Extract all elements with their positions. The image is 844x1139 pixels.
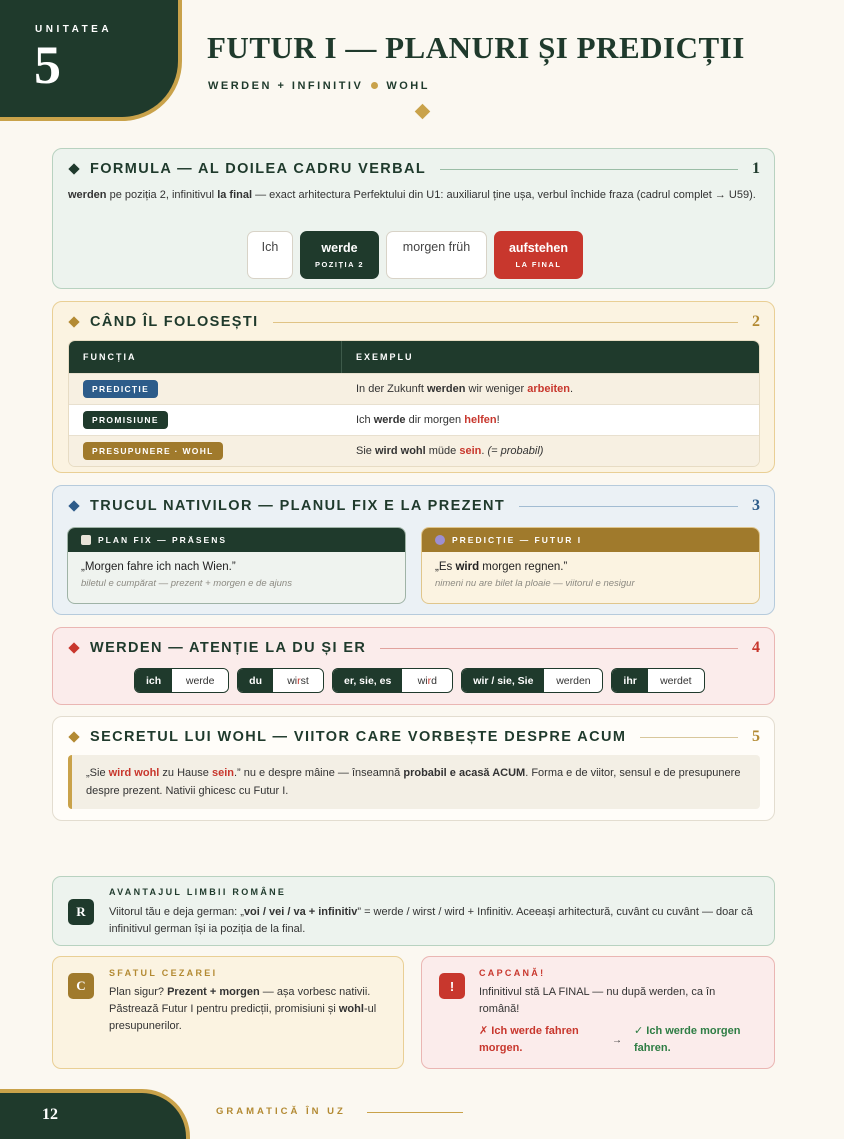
box-title: CAPCANĂ! bbox=[479, 968, 546, 978]
wrong-example: ✗ Ich werde fahren morgen. bbox=[479, 1025, 579, 1054]
box-romanian-advantage bbox=[52, 876, 775, 946]
section-header bbox=[67, 496, 760, 516]
divider bbox=[380, 648, 738, 649]
card-note: nimeni nu are bilet la ploaie — viitorul e nesigur bbox=[435, 578, 635, 589]
table-row bbox=[69, 373, 759, 404]
unit-badge bbox=[0, 0, 182, 121]
section-formula bbox=[52, 148, 775, 289]
card-header bbox=[68, 528, 405, 552]
box-cezarea-tip bbox=[52, 956, 404, 1069]
col-header-example: EXEMPLU bbox=[356, 352, 414, 362]
subtitle-left: WERDEN + INFINITIV bbox=[208, 80, 364, 92]
card-title: PLAN FIX — PRÄSENS bbox=[98, 535, 228, 545]
example-text: In der Zukunft werden wir weniger arbeiten. bbox=[356, 383, 574, 395]
card-prediction bbox=[421, 527, 760, 604]
unit-number: 5 bbox=[34, 35, 61, 95]
calendar-icon bbox=[81, 535, 91, 545]
section-number: 3 bbox=[752, 497, 760, 514]
tile-adverb bbox=[386, 231, 487, 279]
conjugation-du: du wi r st bbox=[237, 668, 324, 693]
diamond-icon bbox=[68, 500, 79, 511]
diamond-icon bbox=[68, 731, 79, 742]
tag-prediction: PREDICȚIE bbox=[83, 380, 158, 398]
formula-description bbox=[68, 187, 760, 204]
card-quote: „Morgen fahre ich nach Wien.” bbox=[81, 561, 236, 573]
formula-tiles bbox=[247, 231, 583, 279]
tile-infinitive bbox=[494, 231, 583, 279]
tag-assumption: PRESUPUNERE · WOHL bbox=[83, 442, 223, 460]
card-header bbox=[422, 528, 759, 552]
arrow-icon: → bbox=[612, 1035, 622, 1046]
tile-word: werde bbox=[321, 241, 358, 255]
footer-label: GRAMATICĂ ÎN UZ bbox=[216, 1106, 346, 1117]
diamond-icon bbox=[68, 316, 79, 327]
box-text: Viitorul tău e deja german: „voi / vei / va + infinitiv” = werde / wirst / wird + Infinitiv. Aceeași arhitectură, cuvânt cu cuvânt — doar că infinitivul german își ia poziția de la final. bbox=[109, 906, 753, 935]
section-trick bbox=[52, 485, 775, 615]
tile-auxiliary bbox=[300, 231, 379, 279]
box-text: Plan sigur? Prezent + morgen — așa vorbesc nativii. Păstrează Futur I pentru predicții, promisiuni și wohl-ul presupunerilor. bbox=[109, 986, 377, 1032]
divider bbox=[440, 169, 738, 170]
tile-word: Ich bbox=[261, 240, 279, 254]
correct-example: ✓ Ich werde morgen fahren. bbox=[634, 1025, 741, 1054]
section-title: CÂND ÎL FOLOSEȘTI bbox=[90, 314, 259, 330]
section-title: SECRETUL LUI WOHL — VIITOR CARE VORBEȘTE DESPRE ACUM bbox=[90, 729, 627, 745]
table-header bbox=[69, 341, 759, 373]
box-title: AVANTAJUL LIMBII ROMÂNE bbox=[109, 887, 287, 897]
box-text: Infinitivul stă LA FINAL — nu după werden, ca în română! bbox=[479, 986, 716, 1015]
warning-icon: ! bbox=[439, 973, 465, 999]
table-row bbox=[69, 404, 759, 435]
page-subtitle bbox=[208, 80, 430, 92]
usage-table bbox=[68, 340, 760, 467]
card-fixed-plan bbox=[67, 527, 406, 604]
section-header bbox=[67, 159, 760, 179]
badge-r: R bbox=[68, 899, 94, 925]
section-number: 4 bbox=[752, 639, 760, 656]
text: pe poziția 2, infinitivul bbox=[106, 189, 218, 201]
section-header bbox=[67, 312, 760, 332]
tag-promise: PROMISIUNE bbox=[83, 411, 168, 429]
table-row bbox=[69, 435, 759, 466]
section-werden bbox=[52, 627, 775, 705]
section-number: 5 bbox=[752, 728, 760, 745]
section-header bbox=[67, 638, 760, 658]
divider bbox=[273, 322, 738, 323]
wohl-quote: „Sie wird wohl zu Hause sein.” nu e despre mâine — înseamnă probabil e acasă ACUM. Forma e de viitor, sensul e de presupunere despre prezent. Nativii ghicesc cu Futur I. bbox=[68, 755, 760, 809]
diamond-ornament-icon bbox=[415, 104, 431, 120]
tile-word: morgen früh bbox=[402, 240, 471, 254]
section-title: FORMULA — AL DOILEA CADRU VERBAL bbox=[90, 161, 427, 177]
conjugation-er: er, sie, es wi r d bbox=[332, 668, 453, 693]
crystal-ball-icon bbox=[435, 535, 445, 545]
page-title: FUTUR I — PLANURI ȘI PREDICȚII bbox=[207, 30, 745, 65]
dot-separator bbox=[371, 82, 378, 89]
page-number: 12 bbox=[42, 1106, 58, 1123]
section-header bbox=[67, 727, 760, 747]
box-trap bbox=[421, 956, 775, 1069]
example-text: Ich werde dir morgen helfen! bbox=[356, 414, 500, 426]
card-title: PREDICȚIE — FUTUR I bbox=[452, 535, 583, 545]
section-number: 2 bbox=[752, 313, 760, 330]
divider bbox=[519, 506, 738, 507]
section-number: 1 bbox=[752, 160, 760, 177]
section-usage bbox=[52, 301, 775, 473]
tile-tag: LA FINAL bbox=[515, 260, 562, 269]
card-note: biletul e cumpărat — prezent + morgen e de ajuns bbox=[81, 578, 292, 589]
unit-label: UNITATEA bbox=[35, 24, 113, 35]
section-title: WERDEN — ATENȚIE LA DU ȘI ER bbox=[90, 640, 367, 656]
bold-text: la final bbox=[217, 189, 253, 201]
tile-word: aufstehen bbox=[508, 241, 569, 255]
footer-divider bbox=[367, 1112, 463, 1113]
col-header-function: FUNCȚIA bbox=[69, 341, 342, 373]
diamond-icon bbox=[68, 163, 79, 174]
conjugation-ich: ich werde bbox=[134, 668, 229, 693]
section-title: TRUCUL NATIVILOR — PLANUL FIX E LA PREZENT bbox=[90, 498, 506, 514]
divider bbox=[640, 737, 738, 738]
box-title: SFATUL CEZAREI bbox=[109, 968, 218, 978]
bold-text: werden bbox=[68, 189, 107, 201]
conjugation-ihr: ihr werdet bbox=[611, 668, 704, 693]
conjugation-wir: wir / sie, Sie werden bbox=[461, 668, 603, 693]
section-wohl bbox=[52, 716, 775, 821]
conjugation-chips bbox=[134, 668, 705, 693]
tile-tag: POZIȚIA 2 bbox=[314, 260, 365, 269]
example-text: Sie wird wohl müde sein. (= probabil) bbox=[356, 445, 544, 457]
text: — exact arhitectura Perfektului din U1: auxiliarul ține ușa, verbul închide fraza (cadrul complet → U59). bbox=[252, 189, 756, 201]
tile-subject bbox=[247, 231, 293, 279]
badge-c: C bbox=[68, 973, 94, 999]
diamond-icon bbox=[68, 642, 79, 653]
page-number-badge bbox=[0, 1089, 190, 1139]
subtitle-right: WOHL bbox=[386, 80, 430, 92]
card-quote: „Es wird morgen regnen.” bbox=[435, 561, 568, 573]
